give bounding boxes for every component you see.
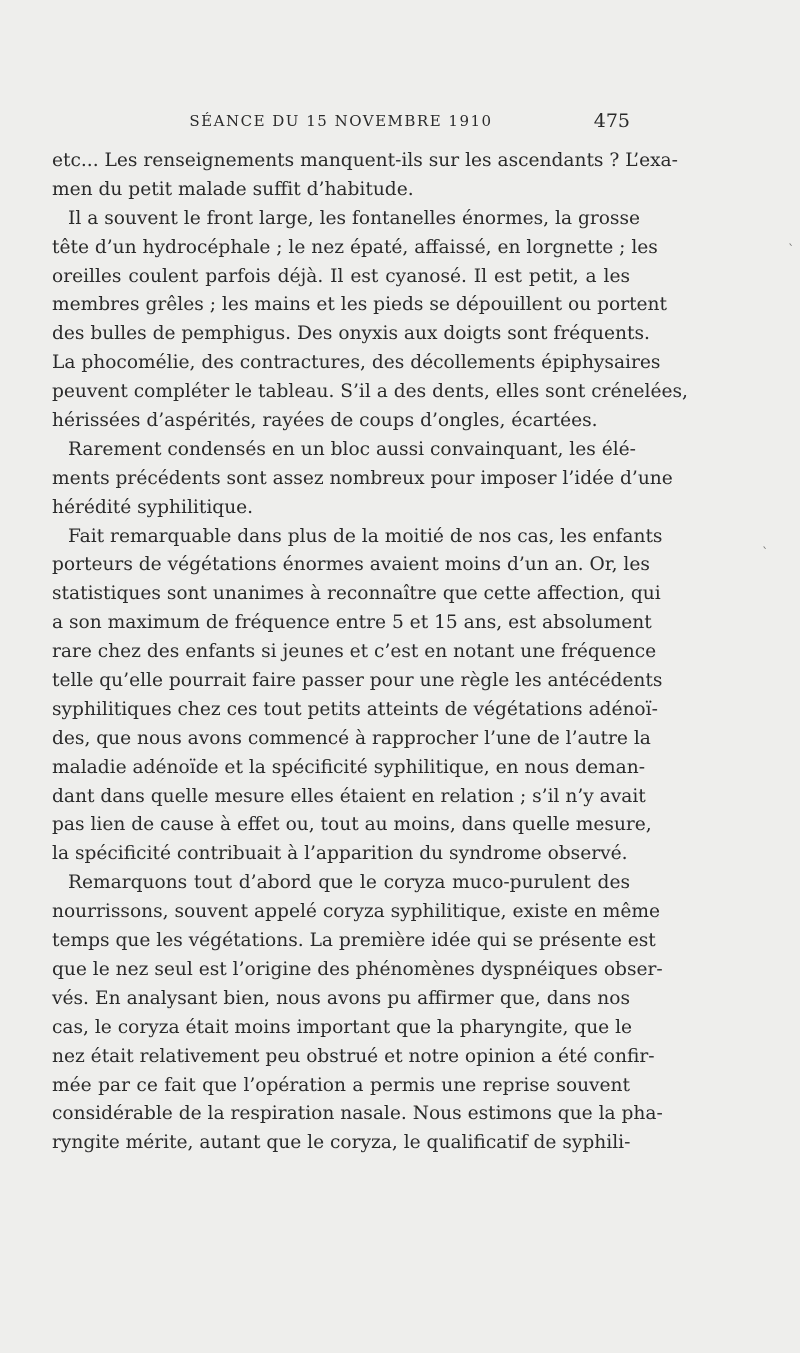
margin-speck: ˋ [788,243,795,258]
text-line: a son maximum de fréquence entre 5 et 15 ans, est absolument [52,612,652,634]
text-line: vés. En analysant bien, nous avons pu affirmer que, dans nos [52,987,630,1009]
text-line: rare chez des enfants si jeunes et c’est en notant une fréquence [52,641,657,663]
text-line: men du petit malade suffit d’habitude. [52,178,414,200]
text-line: Remarquons tout d’abord que le coryza muco-purulent des [68,872,630,894]
text-line: La phocomélie, des contractures, des décollements épiphysaires [52,352,661,374]
text-line: hérissées d’aspérités, rayées de coups d’ongles, écartées. [52,410,598,432]
text-line: statistiques sont unanimes à reconnaître que cette affection, qui [52,583,661,605]
page-number: 475 [593,110,630,132]
body-text [52,147,688,1158]
text-line: syphilitiques chez ces tout petits atteints de végétations adénoï- [52,698,658,720]
running-head-title: SÉANCE DU 15 NOVEMBRE 1910 [189,112,493,130]
text-line: Fait remarquable dans plus de la moitié de nos cas, les enfants [68,525,663,547]
running-head [52,110,630,134]
text-line: membres grêles ; les mains et les pieds se dépouillent ou portent [52,294,668,316]
text-line: tête d’un hydrocéphale ; le nez épaté, affaissé, en lorgnette ; les [52,236,658,258]
text-line: oreilles coulent parfois déjà. Il est cyanosé. Il est petit, a les [52,265,630,287]
text-line: temps que les végétations. La première idée qui se présente est [52,930,656,952]
text-line: nez était relativement peu obstrué et notre opinion a été confir- [52,1045,655,1067]
text-line: mée par ce fait que l’opération a permis une reprise souvent [52,1074,630,1096]
text-line: etc... Les renseignements manquent-ils sur les ascendants ? L’exa- [52,150,678,171]
text-line: pas lien de cause à effet ou, tout au moins, dans quelle mesure, [52,814,652,836]
margin-speck: ˋ [762,546,769,561]
text-line: peuvent compléter le tableau. S’il a des dents, elles sont crénelées, [52,381,688,403]
text-line: hérédité syphilitique. [52,496,254,518]
text-line: ryngite mérite, autant que le coryza, le qualificatif de syphili- [52,1132,631,1154]
text-line: Il a souvent le front large, les fontanelles énormes, la grosse [68,207,641,229]
text-line: nourrissons, souvent appelé coryza syphilitique, existe en même [52,901,661,923]
text-line: ments précédents sont assez nombreux pour imposer l’idée d’une [52,467,673,489]
text-line: Rarement condensés en un bloc aussi convainquant, les élé- [68,438,636,460]
text-line: la spécificité contribuait à l’apparition du syndrome observé. [52,843,628,865]
text-line: dant dans quelle mesure elles étaient en relation ; s’il n’y avait [52,785,646,807]
text-line: considérable de la respiration nasale. Nous estimons que la pha- [52,1103,663,1125]
text-line: des bulles de pemphigus. Des onyxis aux doigts sont fréquents. [52,323,650,345]
text-line: des, que nous avons commencé à rapprocher l’une de l’autre la [52,727,651,749]
text-line: porteurs de végétations énormes avaient moins d’un an. Or, les [52,554,650,576]
text-line: telle qu’elle pourrait faire passer pour une règle les antécédents [52,670,663,692]
text-line: cas, le coryza était moins important que la pharyngite, que le [52,1016,633,1038]
text-line: que le nez seul est l’origine des phénomènes dyspnéiques obser- [52,958,663,980]
text-line: maladie adénoïde et la spécificité syphilitique, en nous deman- [52,756,645,778]
